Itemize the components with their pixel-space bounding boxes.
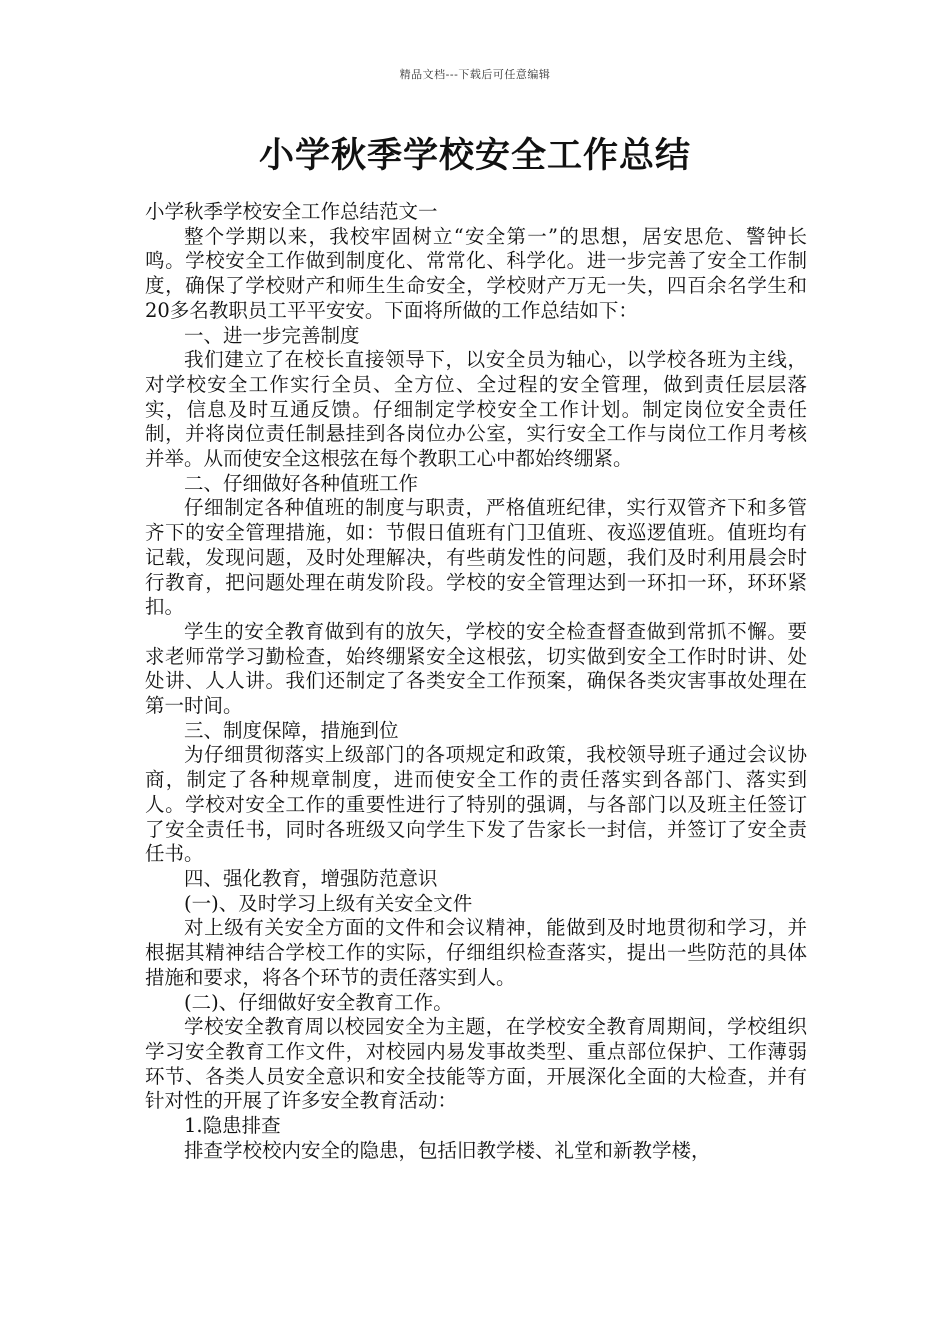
paragraph: (二)、仔细做好安全教育工作。 <box>184 990 453 1014</box>
paragraph: 我们建立了在校长直接领导下，以安全员为轴心，以学校各班为主线，对学校安全工作实行全员、全方位、全过程的安全管理，做到责任层层落实，信息及时互通反馈。仔细制定学校安全工作计划。制定岗位安全责任制，并将岗位责任制悬挂到各岗位办公室，实行安全工作与岗位工作月考核并举。从而使安全这根弦在每个教职工心中都始终绷紧。 <box>145 348 807 471</box>
paragraph: 小学秋季学校安全工作总结范文一 <box>145 200 438 223</box>
paragraph: 为仔细贯彻落实上级部门的各项规定和政策，我校领导班子通过会议协商，制定了各种规章制度，进而使安全工作的责任落实到各部门、落实到人。学校对安全工作的重要性进行了特别的强调，与各部门以及班主任签订了安全责任书，同时各班级又向学生下发了告家长一封信，并签订了安全责任书。 <box>145 743 807 866</box>
document-body <box>145 200 807 1163</box>
paragraph: 1.隐患排查 <box>184 1114 281 1138</box>
document-title: 小学秋季学校安全工作总结 <box>258 136 691 176</box>
paragraph: 仔细制定各种值班的制度与职责，严格值班纪律，实行双管齐下和多管齐下的安全管理措施，如：节假日值班有门卫值班、夜巡逻值班。值班均有记载，发现问题，及时处理解决，有些萌发性的问题，我们及时利用晨会时行教育，把问题处理在萌发阶段。学校的安全管理达到一环扣一环，环环紧扣。 <box>145 496 807 619</box>
paragraph: 对上级有关安全方面的文件和会议精神，能做到及时地贯彻和学习，并根据其精神结合学校工作的实际，仔细组织检查落实，提出一些防范的具体措施和要求，将各个环节的责任落实到人。 <box>145 916 807 989</box>
paragraph: 整个学期以来，我校牢固树立“安全第一”的思想，居安思危、警钟长鸣。学校安全工作做到制度化、常常化、科学化。进一步完善了安全工作制度，确保了学校财产和师生生命安全，学校财产万无一失，四百余名学生和20多名教职员工平平安安。下面将所做的工作总结如下： <box>145 224 807 322</box>
paragraph: 排查学校校内安全的隐患，包括旧教学楼、礼堂和新教学楼， <box>184 1138 711 1162</box>
header-note: 精品文档---下载后可任意编辑 <box>399 68 551 81</box>
paragraph: 四、强化教育，增强防范意识 <box>184 866 438 890</box>
paragraph: 二、仔细做好各种值班工作 <box>184 471 419 495</box>
paragraph: (一)、及时学习上级有关安全文件 <box>184 891 473 915</box>
paragraph: 一、进一步完善制度 <box>184 323 360 347</box>
paragraph: 三、制度保障，措施到位 <box>184 718 399 742</box>
paragraph: 学生的安全教育做到有的放矢，学校的安全检查督查做到常抓不懈。要求老师常学习勤检查，始终绷紧安全这根弦，切实做到安全工作时时讲、处处讲、人人讲。我们还制定了各类安全工作预案，确保各类灾害事故处理在第一时间。 <box>145 619 807 718</box>
paragraph: 学校安全教育周以校园安全为主题，在学校安全教育周期间，学校组织学习安全教育工作文件，对校园内易发事故类型、重点部位保护、工作薄弱环节、各类人员安全意识和安全技能等方面，开展深化全面的大检查，并有针对性的开展了许多安全教育活动： <box>145 1015 807 1113</box>
